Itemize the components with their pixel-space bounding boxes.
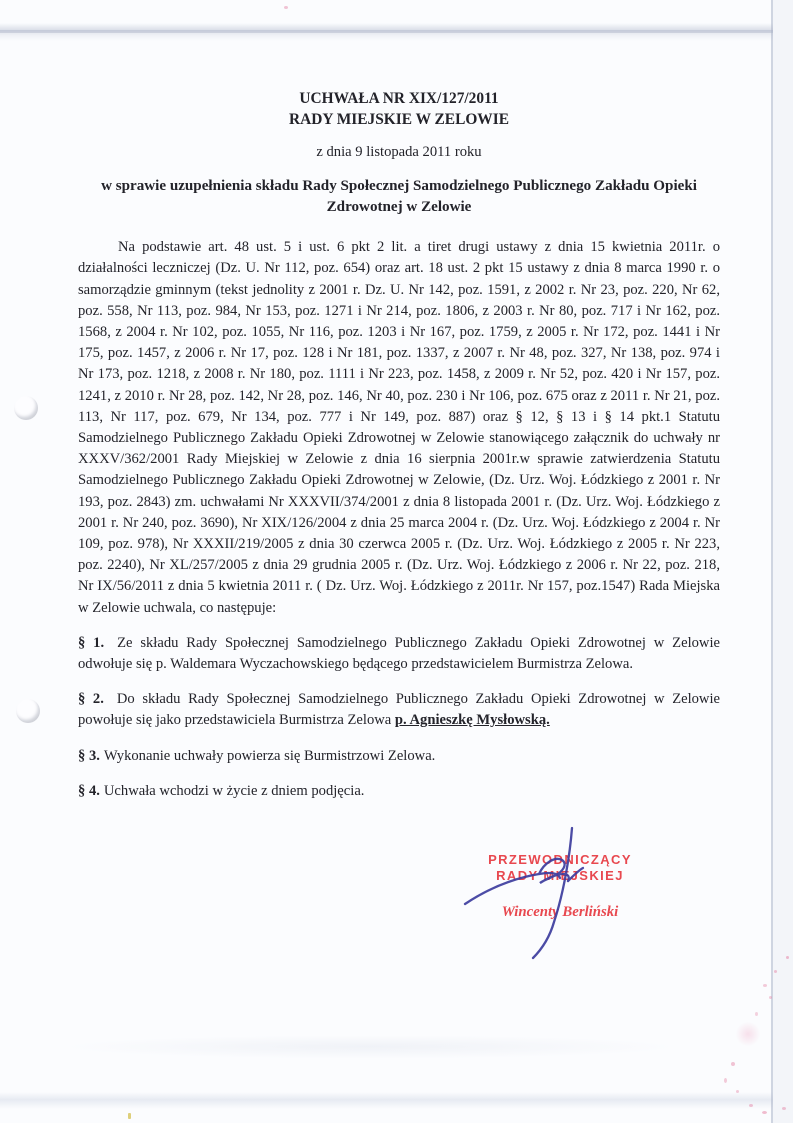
section-4-paragraph <box>78 781 720 802</box>
resolution-document <box>78 88 720 802</box>
appointed-person-name: p. Agnieszkę Mysłowską. <box>394 712 550 729</box>
section-3-text: Wykonanie uchwały powierza się Burmistrzowi Zelowa. <box>103 747 436 764</box>
resolution-number: UCHWAŁA NR XIX/127/2011 <box>299 90 499 107</box>
scan-artifact-bottom-smudge <box>60 1035 680 1059</box>
scan-artifact-crescent <box>16 699 40 723</box>
section-2-paragraph <box>78 689 720 731</box>
resolution-date: z dnia 9 listopada 2011 roku <box>316 144 482 160</box>
chairman-stamp <box>480 852 640 921</box>
scan-page-edge <box>773 0 793 1123</box>
scan-artifact-crescent <box>14 396 38 420</box>
document-title <box>78 88 720 130</box>
section-4-text: Uchwała wchodzi w życie z dniem podjęcia. <box>103 782 365 799</box>
section-2-text: Do składu Rady Społecznej Samodzielnego Publicznego Zakładu Opieki Zdrowotnej w Zelowie powołuje się jako przedstawiciela Burmistrza Zelowa <box>78 691 721 729</box>
section-4-marker: § 4. <box>78 782 100 799</box>
scan-artifact-bottom-band <box>0 1092 793 1109</box>
stamp-title-line1: PRZEWODNICZĄCY <box>488 852 632 867</box>
section-2-marker: § 2. <box>78 691 104 708</box>
section-1-marker: § 1. <box>78 634 105 651</box>
section-1-paragraph <box>78 633 720 675</box>
scan-artifact-top-streak <box>0 30 793 33</box>
section-1-text: Ze składu Rady Społecznej Samodzielnego Publicznego Zakładu Opieki Zdrowotnej w Zelowie odwołuje się p. Waldemara Wyczachowskiego będącego przedstawicielem Burmistrza Zelowa. <box>78 634 720 673</box>
stamp-signer-name: Wincenty Berliński <box>501 904 619 920</box>
section-3-paragraph <box>78 746 720 767</box>
section-3-marker: § 3. <box>78 747 100 764</box>
preamble-paragraph: Na podstawie art. 48 ust. 5 i ust. 6 pkt 2 lit. a tiret drugi ustawy z dnia 15 kwietnia 2011r. o działalności leczniczej (Dz. U. Nr 112, poz. 654) oraz art. 18 ust. 2 pkt 15 ustawy z dnia 8 marca 1990 r. o samorządzie gminnym (tekst jednolity z 2001 r. Dz. U. Nr 142, poz. 1591, z 2002 r. Nr 23, poz. 220, Nr 62, poz. 558, Nr 113, poz. 984, Nr 153, poz. 1271 i Nr 214, poz. 1806, z 2003 r. Nr 80, poz. 717 i Nr 162, poz. 1568, z 2004 r. Nr 102, poz. 1055, Nr 116, poz. 1203 i Nr 167, poz. 1759, z 2005 r. Nr 172, poz. 1441 i Nr 175, poz. 1457, z 2006 r. Nr 17, poz. 128 i Nr 181, poz. 1337, z 2007 r. Nr 48, poz. 327, Nr 138, poz. 974 i Nr 173, poz. 1218, z 2008 r. Nr 180, poz. 1111 i Nr 223, poz. 1458, z 2009 r. Nr 52, poz. 420 i Nr 157, poz. 1241, z 2010 r. Nr 28, poz. 142, Nr 28, poz. 146, Nr 40, poz. 230 i Nr 106, poz. 675 oraz z 2011 r. Nr 21, poz. 113, Nr 117, poz. 679, Nr 134, poz. 777 i Nr 149, poz. 887) oraz § 12, § 13 i § 14 pkt.1 Statutu Samodzielnego Publicznego Zakładu Opieki Zdrowotnej w Zelowie stanowiącego załącznik do uchwały nr XXXV/362/2001 Rady Miejskiej w Zelowie z dnia 16 sierpnia 2001r.w sprawie zatwierdzenia Statutu Samodzielnego Publicznego Zakładu Opieki Zdrowotnej w Zelowie, (Dz. Urz. Woj. Łódzkiego z 2001 r. Nr 193, poz. 2843) zm. uchwałami Nr XXXVII/374/2001 z dnia 8 listopada 2001 r. (Dz. Urz. Woj. Łódzkiego z 2001 r. Nr 240, poz. 3690), Nr XIX/126/2004 z dnia 25 marca 2004 r. (Dz. Urz. Woj. Łódzkiego z 2004 r. Nr 109, poz. 978), Nr XXXII/219/2005 z dnia 30 czerwca 2005 r. (Dz. Urz. Woj. Łódzkiego z 2005 r. Nr 223, poz. 2240), Nr XL/257/2005 z dnia 29 grudnia 2005 r. (Dz. Urz. Woj. Łódzkiego z 2006 r. Nr 22, poz. 218, Nr IX/56/2011 z dnia 5 kwietnia 2011 r. ( Dz. Urz. Woj. Łódzkiego z 2011r. Nr 157, poz.1547) Rada Miejska w Zelowie uchwala, co następuje: <box>78 239 720 616</box>
council-name: RADY MIEJSKIE W ZELOWIE <box>289 111 509 128</box>
resolution-subject: w sprawie uzupełnienia składu Rady Społecznej Samodzielnego Publicznego Zakładu Opieki Zdrowotnej w Zelowie <box>101 178 697 216</box>
stamp-title-line2: RADY MIEJSKIEJ <box>496 868 624 883</box>
